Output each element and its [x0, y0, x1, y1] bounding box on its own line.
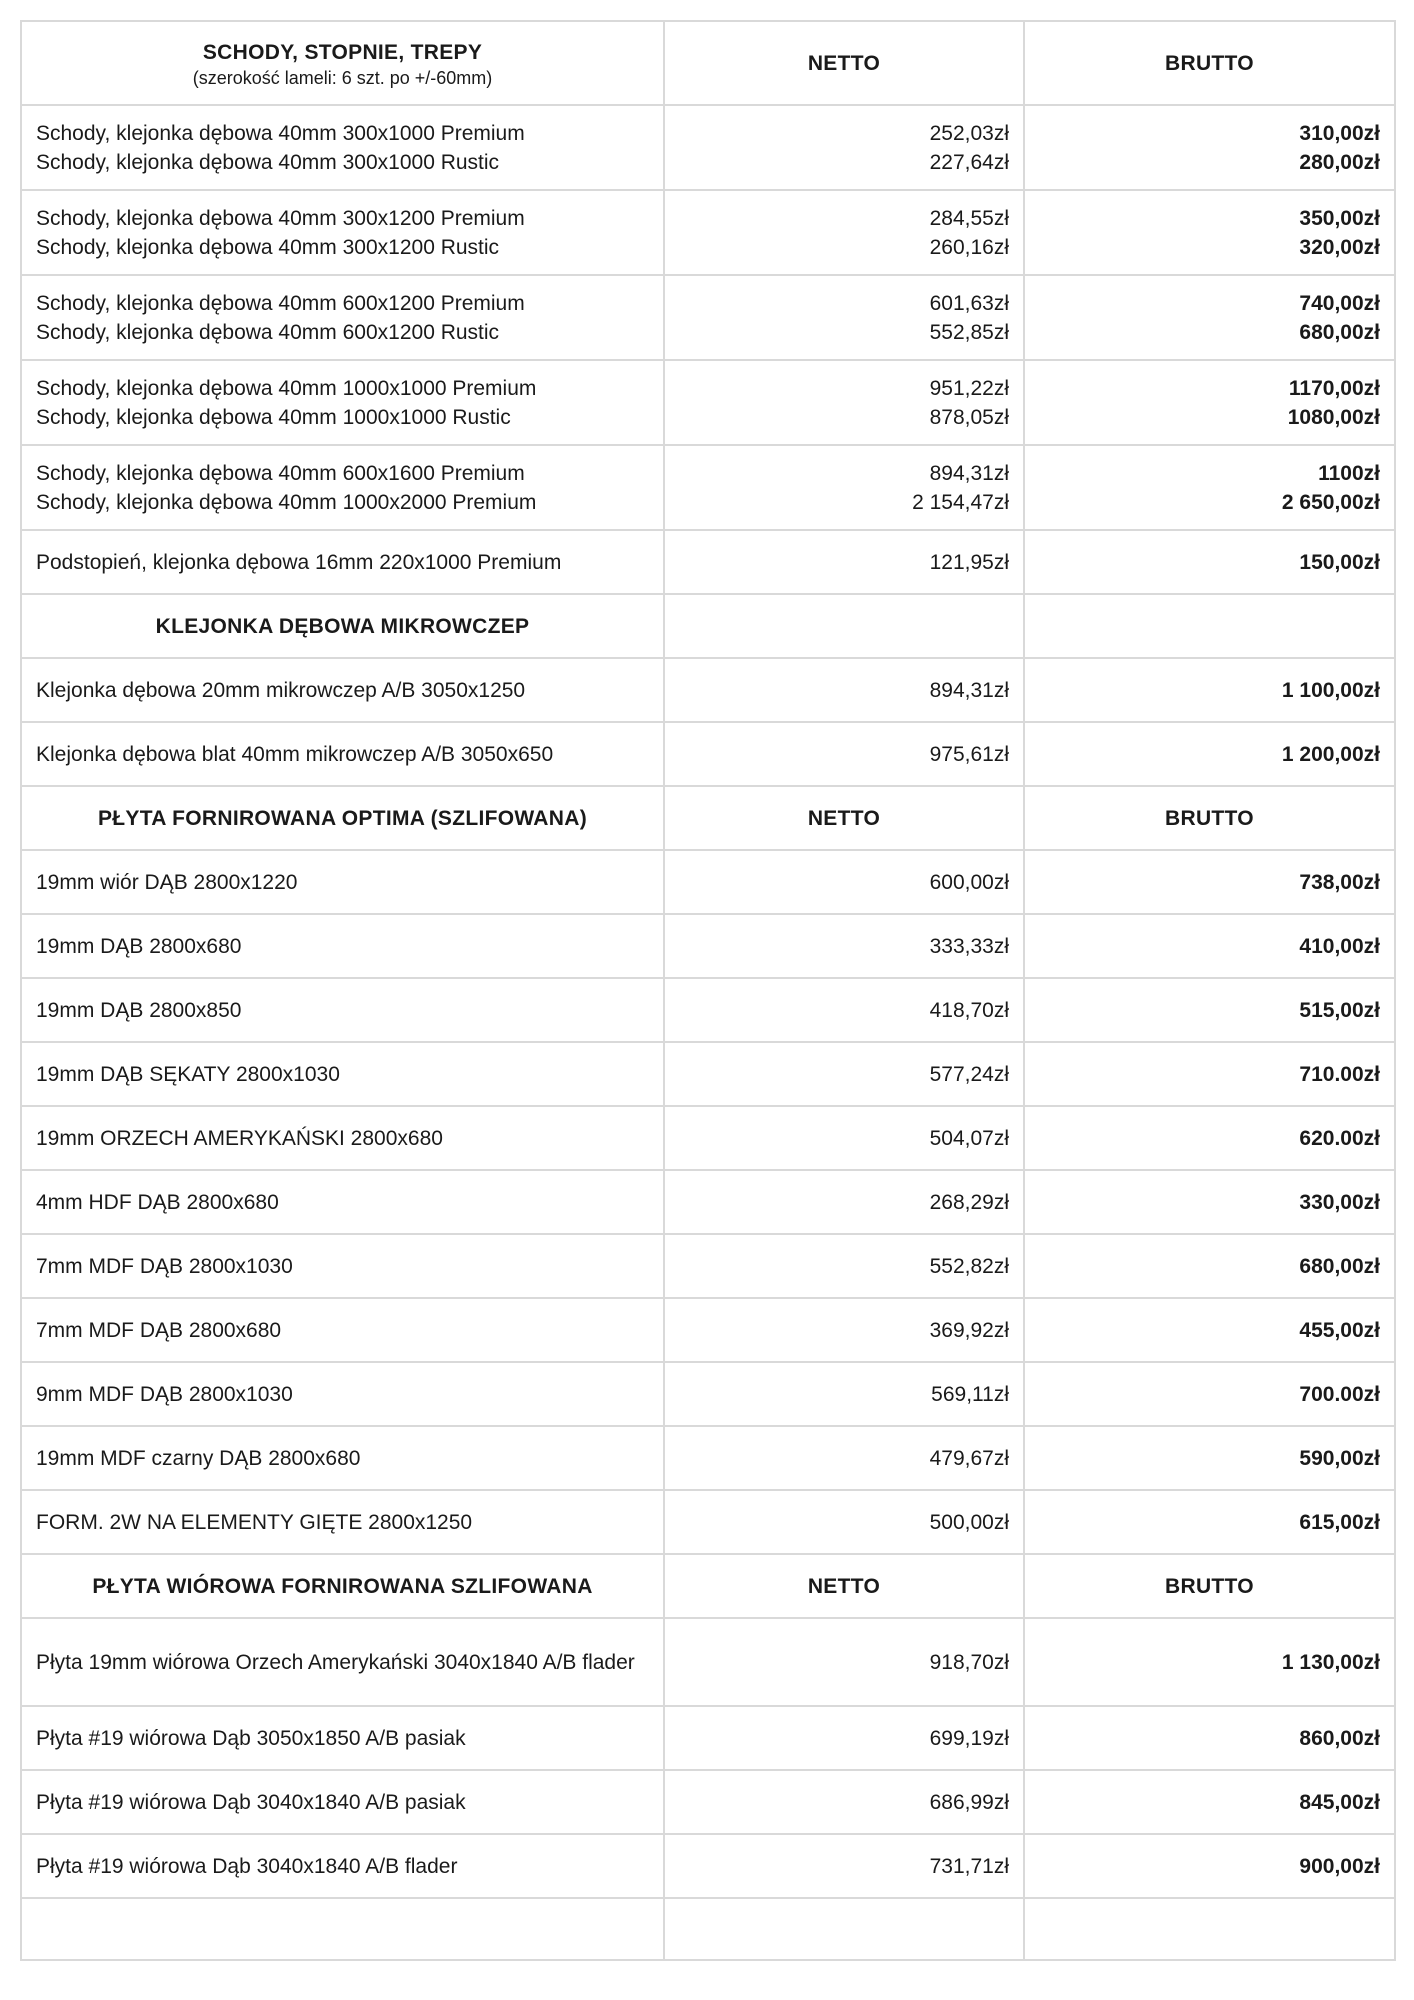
- empty-cell: [1024, 594, 1395, 658]
- table-row: [21, 275, 1395, 360]
- table-row: [21, 1170, 1395, 1234]
- section-title: PŁYTA FORNIROWANA OPTIMA (SZLIFOWANA): [21, 786, 664, 850]
- product-name-cell: [21, 190, 664, 275]
- brutto-price: 280,00zł: [1299, 150, 1380, 174]
- table-row: [21, 1234, 1395, 1298]
- netto-price: 121,95zł: [664, 530, 1024, 594]
- product-name-cell: [21, 360, 664, 445]
- product-name: 19mm DĄB 2800x850: [21, 978, 664, 1042]
- product-name: Schody, klejonka dębowa 40mm 300x1200 Premium: [36, 206, 525, 230]
- brutto-price: 330,00zł: [1024, 1170, 1395, 1234]
- price-table: [20, 20, 1396, 1961]
- brutto-price: 2 650,00zł: [1281, 490, 1380, 514]
- netto-price: 284,55zł: [929, 206, 1009, 230]
- table-row: [21, 1298, 1395, 1362]
- table-row: [21, 1042, 1395, 1106]
- table-row: [21, 530, 1395, 594]
- empty-cell: [1024, 1898, 1395, 1960]
- table-row: [21, 1490, 1395, 1554]
- netto-price: 975,61zł: [664, 722, 1024, 786]
- netto-price: 268,29zł: [664, 1170, 1024, 1234]
- product-name: Schody, klejonka dębowa 40mm 300x1200 Rustic: [36, 235, 500, 259]
- section-title: KLEJONKA DĘBOWA MIKROWCZEP: [21, 594, 664, 658]
- product-name: Schody, klejonka dębowa 40mm 1000x1000 Rustic: [36, 405, 511, 429]
- product-name: Schody, klejonka dębowa 40mm 600x1200 Rustic: [36, 320, 500, 344]
- table-row: [21, 978, 1395, 1042]
- product-name: 19mm DĄB SĘKATY 2800x1030: [21, 1042, 664, 1106]
- product-name: Płyta 19mm wiórowa Orzech Amerykański 3040x1840 A/B flader: [21, 1618, 664, 1706]
- brutto-header: BRUTTO: [1024, 786, 1395, 850]
- brutto-price: 350,00zł: [1299, 206, 1380, 230]
- brutto-price: 1100zł: [1318, 461, 1380, 485]
- netto-price-cell: [664, 360, 1024, 445]
- table-row: [21, 722, 1395, 786]
- product-name: FORM. 2W NA ELEMENTY GIĘTE 2800x1250: [21, 1490, 664, 1554]
- product-name: 7mm MDF DĄB 2800x680: [21, 1298, 664, 1362]
- product-name: Schody, klejonka dębowa 40mm 300x1000 Rustic: [36, 150, 500, 174]
- product-name: Podstopień, klejonka dębowa 16mm 220x1000 Premium: [21, 530, 664, 594]
- empty-cell: [664, 594, 1024, 658]
- brutto-price: 615,00zł: [1024, 1490, 1395, 1554]
- netto-price: 601,63zł: [929, 291, 1009, 315]
- brutto-price: 710.00zł: [1024, 1042, 1395, 1106]
- brutto-price: 680,00zł: [1299, 320, 1380, 344]
- product-name: 19mm ORZECH AMERYKAŃSKI 2800x680: [21, 1106, 664, 1170]
- product-name: Płyta #19 wiórowa Dąb 3040x1840 A/B pasiak: [21, 1770, 664, 1834]
- brutto-price: 900,00zł: [1024, 1834, 1395, 1898]
- product-name: Schody, klejonka dębowa 40mm 1000x2000 Premium: [36, 490, 537, 514]
- brutto-price-cell: [1024, 360, 1395, 445]
- netto-price: 2 154,47zł: [912, 490, 1009, 514]
- netto-price: 878,05zł: [929, 405, 1009, 429]
- brutto-price-cell: [1024, 190, 1395, 275]
- product-name: 19mm wiór DĄB 2800x1220: [21, 850, 664, 914]
- empty-row: [21, 1898, 1395, 1960]
- section-header-plyta-fornirowana: [21, 786, 1395, 850]
- brutto-price: 845,00zł: [1024, 1770, 1395, 1834]
- netto-price: 260,16zł: [929, 235, 1009, 259]
- brutto-price: 620.00zł: [1024, 1106, 1395, 1170]
- netto-price: 686,99zł: [664, 1770, 1024, 1834]
- netto-price: 552,85zł: [929, 320, 1009, 344]
- brutto-price: 1 130,00zł: [1024, 1618, 1395, 1706]
- netto-price: 227,64zł: [929, 150, 1009, 174]
- netto-price: 479,67zł: [664, 1426, 1024, 1490]
- table-row: [21, 1362, 1395, 1426]
- netto-price: 894,31zł: [664, 658, 1024, 722]
- brutto-price: 738,00zł: [1024, 850, 1395, 914]
- table-row: [21, 658, 1395, 722]
- brutto-price: 320,00zł: [1299, 235, 1380, 259]
- brutto-price-cell: [1024, 105, 1395, 190]
- netto-price: 333,33zł: [664, 914, 1024, 978]
- product-name: Schody, klejonka dębowa 40mm 600x1600 Premium: [36, 461, 525, 485]
- table-row: [21, 1426, 1395, 1490]
- product-name-cell: [21, 445, 664, 530]
- section-title: PŁYTA WIÓROWA FORNIROWANA SZLIFOWANA: [21, 1554, 664, 1618]
- table-row: [21, 105, 1395, 190]
- brutto-price: 1170,00zł: [1288, 376, 1380, 400]
- netto-price: 418,70zł: [664, 978, 1024, 1042]
- section-title: SCHODY, STOPNIE, TREPY: [202, 40, 483, 64]
- netto-price: 600,00zł: [664, 850, 1024, 914]
- netto-price: 252,03zł: [929, 121, 1009, 145]
- table-row: [21, 1770, 1395, 1834]
- product-name: 9mm MDF DĄB 2800x1030: [21, 1362, 664, 1426]
- netto-price: 918,70zł: [664, 1618, 1024, 1706]
- product-name: Schody, klejonka dębowa 40mm 600x1200 Premium: [36, 291, 525, 315]
- netto-price: 369,92zł: [664, 1298, 1024, 1362]
- product-name: Płyta #19 wiórowa Dąb 3040x1840 A/B flader: [21, 1834, 664, 1898]
- netto-header: NETTO: [664, 21, 1024, 105]
- table-row: [21, 1618, 1395, 1706]
- product-name: Klejonka dębowa 20mm mikrowczep A/B 3050x1250: [21, 658, 664, 722]
- brutto-price: 1 200,00zł: [1024, 722, 1395, 786]
- brutto-price: 150,00zł: [1024, 530, 1395, 594]
- table-row: [21, 1834, 1395, 1898]
- netto-price: 569,11zł: [664, 1362, 1024, 1426]
- netto-price-cell: [664, 190, 1024, 275]
- brutto-price: 590,00zł: [1024, 1426, 1395, 1490]
- product-name: 7mm MDF DĄB 2800x1030: [21, 1234, 664, 1298]
- product-name: 19mm MDF czarny DĄB 2800x680: [21, 1426, 664, 1490]
- brutto-price: 515,00zł: [1024, 978, 1395, 1042]
- netto-price: 699,19zł: [664, 1706, 1024, 1770]
- product-name: Schody, klejonka dębowa 40mm 300x1000 Premium: [36, 121, 525, 145]
- netto-header: NETTO: [664, 1554, 1024, 1618]
- empty-cell: [664, 1898, 1024, 1960]
- netto-price: 731,71zł: [664, 1834, 1024, 1898]
- section-header-schody: [21, 21, 1395, 105]
- brutto-price-cell: [1024, 445, 1395, 530]
- brutto-price: 860,00zł: [1024, 1706, 1395, 1770]
- section-subtitle: (szerokość lameli: 6 szt. po +/-60mm): [192, 67, 493, 88]
- product-name-cell: [21, 275, 664, 360]
- brutto-price: 700.00zł: [1024, 1362, 1395, 1426]
- netto-price: 894,31zł: [929, 461, 1009, 485]
- netto-price: 500,00zł: [664, 1490, 1024, 1554]
- netto-price: 577,24zł: [664, 1042, 1024, 1106]
- netto-header: NETTO: [664, 786, 1024, 850]
- empty-cell: [21, 1898, 664, 1960]
- table-row: [21, 445, 1395, 530]
- netto-price: 552,82zł: [664, 1234, 1024, 1298]
- table-row: [21, 914, 1395, 978]
- product-name: Płyta #19 wiórowa Dąb 3050x1850 A/B pasiak: [21, 1706, 664, 1770]
- product-name-cell: [21, 105, 664, 190]
- product-name: 19mm DĄB 2800x680: [21, 914, 664, 978]
- brutto-header: BRUTTO: [1024, 21, 1395, 105]
- section-title-cell: [21, 21, 664, 105]
- netto-price: 951,22zł: [929, 376, 1009, 400]
- netto-price: 504,07zł: [664, 1106, 1024, 1170]
- netto-price-cell: [664, 105, 1024, 190]
- brutto-header: BRUTTO: [1024, 1554, 1395, 1618]
- section-header-klejonka: [21, 594, 1395, 658]
- brutto-price: 410,00zł: [1024, 914, 1395, 978]
- netto-price-cell: [664, 275, 1024, 360]
- product-name: Schody, klejonka dębowa 40mm 1000x1000 Premium: [36, 376, 537, 400]
- product-name: 4mm HDF DĄB 2800x680: [21, 1170, 664, 1234]
- brutto-price: 740,00zł: [1299, 291, 1380, 315]
- brutto-price: 680,00zł: [1024, 1234, 1395, 1298]
- brutto-price: 1 100,00zł: [1024, 658, 1395, 722]
- section-header-plyta-wiorowa: [21, 1554, 1395, 1618]
- table-row: [21, 850, 1395, 914]
- netto-price-cell: [664, 445, 1024, 530]
- table-row: [21, 190, 1395, 275]
- brutto-price: 455,00zł: [1024, 1298, 1395, 1362]
- brutto-price: 310,00zł: [1299, 121, 1380, 145]
- brutto-price: 1080,00zł: [1287, 405, 1380, 429]
- brutto-price-cell: [1024, 275, 1395, 360]
- product-name: Klejonka dębowa blat 40mm mikrowczep A/B 3050x650: [21, 722, 664, 786]
- table-row: [21, 1106, 1395, 1170]
- table-row: [21, 1706, 1395, 1770]
- table-row: [21, 360, 1395, 445]
